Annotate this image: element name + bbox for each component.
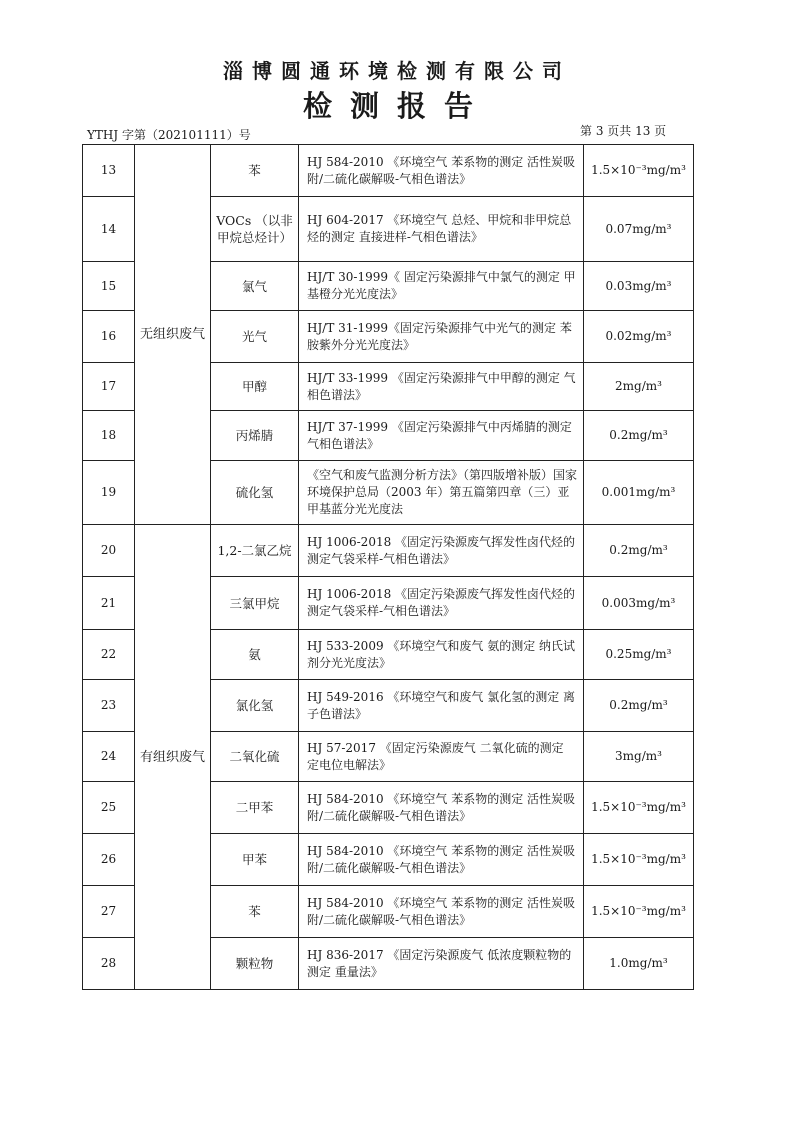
item-cell: 二氧化硫 <box>211 732 299 782</box>
method-cell: HJ/T 31-1999《固定污染源排气中光气的测定 苯胺紫外分光光度法》 <box>299 311 584 363</box>
row-number: 27 <box>83 886 135 938</box>
limit-cell: 0.003mg/m³ <box>584 577 694 630</box>
limit-cell: 1.0mg/m³ <box>584 938 694 990</box>
method-cell: HJ 836-2017 《固定污染源废气 低浓度颗粒物的测定 重量法》 <box>299 938 584 990</box>
limit-cell: 0.2mg/m³ <box>584 411 694 461</box>
limit-cell: 0.25mg/m³ <box>584 630 694 680</box>
item-cell: 氯气 <box>211 262 299 311</box>
limit-cell: 0.001mg/m³ <box>584 461 694 525</box>
limit-cell: 0.2mg/m³ <box>584 525 694 577</box>
company-name: 淄博圆通环境检测有限公司 <box>223 59 571 83</box>
limit-cell: 3mg/m³ <box>584 732 694 782</box>
method-cell: HJ/T 33-1999 《固定污染源排气中甲醇的测定 气相色谱法》 <box>299 363 584 411</box>
row-number: 16 <box>83 311 135 363</box>
method-cell: HJ 57-2017 《固定污染源废气 二氧化硫的测定 定电位电解法》 <box>299 732 584 782</box>
report-title: 检测报告 <box>302 89 491 123</box>
detection-method-table <box>82 144 694 990</box>
table-row <box>83 525 694 577</box>
item-cell: 甲苯 <box>211 834 299 886</box>
method-cell: HJ 584-2010 《环境空气 苯系物的测定 活性炭吸附/二硫化碳解吸-气相色谱法》 <box>299 782 584 834</box>
item-cell: 1,2-二氯乙烷 <box>211 525 299 577</box>
limit-cell: 0.07mg/m³ <box>584 197 694 262</box>
limit-cell: 1.5×10⁻³mg/m³ <box>584 834 694 886</box>
category-cell: 有组织废气 <box>135 525 211 990</box>
item-cell: 颗粒物 <box>211 938 299 990</box>
method-cell: HJ 549-2016 《环境空气和废气 氯化氢的测定 离子色谱法》 <box>299 680 584 732</box>
limit-cell: 0.2mg/m³ <box>584 680 694 732</box>
item-cell: 氨 <box>211 630 299 680</box>
limit-cell: 1.5×10⁻³mg/m³ <box>584 886 694 938</box>
method-cell: HJ 584-2010 《环境空气 苯系物的测定 活性炭吸附/二硫化碳解吸-气相色谱法》 <box>299 145 584 197</box>
row-number: 20 <box>83 525 135 577</box>
limit-cell: 1.5×10⁻³mg/m³ <box>584 782 694 834</box>
item-cell: VOCs （以非甲烷总烃计） <box>211 197 299 262</box>
row-number: 23 <box>83 680 135 732</box>
row-number: 19 <box>83 461 135 525</box>
row-number: 24 <box>83 732 135 782</box>
row-number: 21 <box>83 577 135 630</box>
limit-cell: 0.03mg/m³ <box>584 262 694 311</box>
method-cell: HJ/T 30-1999《 固定污染源排气中氯气的测定 甲基橙分光光度法》 <box>299 262 584 311</box>
row-number: 28 <box>83 938 135 990</box>
method-cell: 《空气和废气监测分析方法》（第四版增补版）国家环境保护总局（2003 年）第五篇第四章（三）亚甲基蓝分光光度法 <box>299 461 584 525</box>
item-cell: 丙烯腈 <box>211 411 299 461</box>
document-number: YTHJ 字第（202101111）号 <box>87 128 251 142</box>
category-cell: 无组织废气 <box>135 145 211 525</box>
item-cell: 甲醇 <box>211 363 299 411</box>
method-cell: HJ 584-2010 《环境空气 苯系物的测定 活性炭吸附/二硫化碳解吸-气相色谱法》 <box>299 886 584 938</box>
method-cell: HJ 604-2017 《环境空气 总烃、甲烷和非甲烷总烃的测定 直接进样-气相色谱法》 <box>299 197 584 262</box>
method-cell: HJ 1006-2018 《固定污染源废气挥发性卤代烃的测定气袋采样-气相色谱法》 <box>299 577 584 630</box>
item-cell: 二甲苯 <box>211 782 299 834</box>
method-cell: HJ 584-2010 《环境空气 苯系物的测定 活性炭吸附/二硫化碳解吸-气相色谱法》 <box>299 834 584 886</box>
row-number: 18 <box>83 411 135 461</box>
limit-cell: 2mg/m³ <box>584 363 694 411</box>
method-cell: HJ/T 37-1999 《固定污染源排气中丙烯腈的测定 气相色谱法》 <box>299 411 584 461</box>
item-cell: 光气 <box>211 311 299 363</box>
page-number: 第 3 页共 13 页 <box>580 124 667 138</box>
item-cell: 三氯甲烷 <box>211 577 299 630</box>
row-number: 17 <box>83 363 135 411</box>
item-cell: 硫化氢 <box>211 461 299 525</box>
row-number: 15 <box>83 262 135 311</box>
method-cell: HJ 1006-2018 《固定污染源废气挥发性卤代烃的测定气袋采样-气相色谱法》 <box>299 525 584 577</box>
row-number: 25 <box>83 782 135 834</box>
limit-cell: 1.5×10⁻³mg/m³ <box>584 145 694 197</box>
item-cell: 苯 <box>211 145 299 197</box>
item-cell: 苯 <box>211 886 299 938</box>
method-cell: HJ 533-2009 《环境空气和废气 氨的测定 纳氏试剂分光光度法》 <box>299 630 584 680</box>
row-number: 14 <box>83 197 135 262</box>
row-number: 22 <box>83 630 135 680</box>
row-number: 26 <box>83 834 135 886</box>
limit-cell: 0.02mg/m³ <box>584 311 694 363</box>
row-number: 13 <box>83 145 135 197</box>
item-cell: 氯化氢 <box>211 680 299 732</box>
table-row <box>83 145 694 197</box>
